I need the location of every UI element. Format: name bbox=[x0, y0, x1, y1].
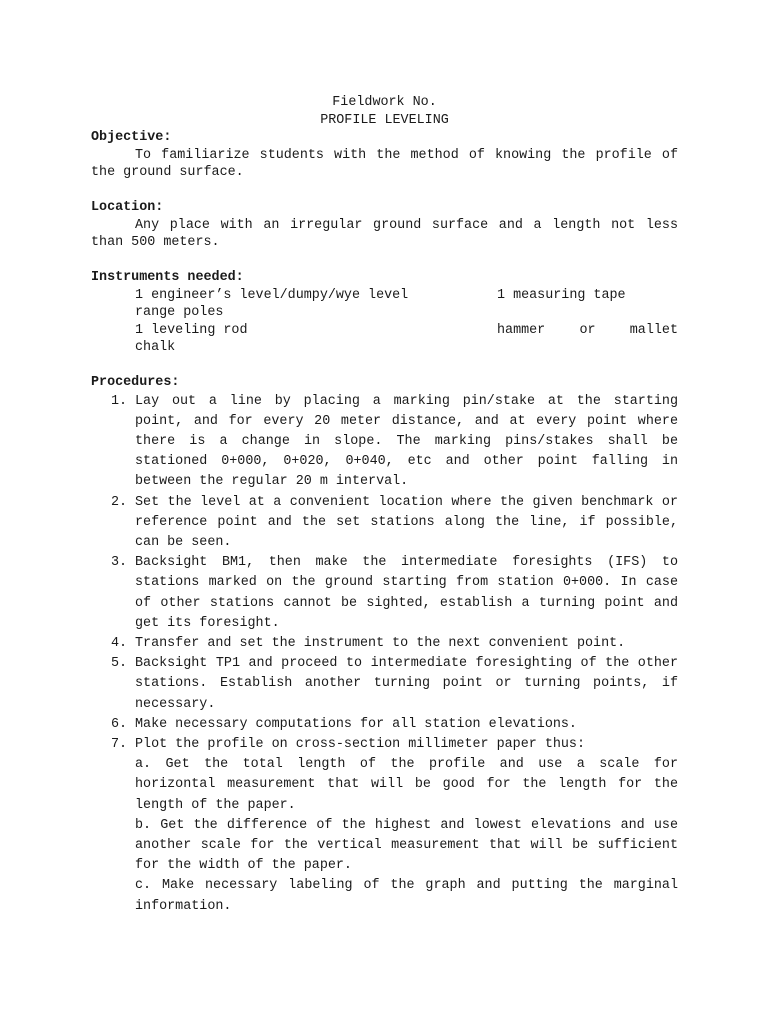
procedure-subitem: a. Get the total length of the profile and use a scale for horizontal measurement that will be good for the length for the length of the paper. bbox=[135, 757, 678, 813]
instrument-item: 1 leveling rod bbox=[135, 322, 248, 338]
instrument-item: chalk bbox=[135, 340, 176, 355]
location-text: Any place with an irregular ground surface and a length not less than 500 meters. bbox=[91, 217, 678, 250]
instrument-word: hammer bbox=[497, 322, 546, 338]
document-page bbox=[91, 94, 678, 917]
procedure-text: Transfer and set the instrument to the next convenient point. bbox=[135, 635, 626, 651]
procedure-number: 2. bbox=[111, 494, 128, 510]
procedure-text: Plot the profile on cross-section millimeter paper thus: bbox=[135, 736, 585, 752]
procedure-text: Lay out a line by placing a marking pin/stake at the starting point, and for every 20 meter distance, and at every point where there is a change in slope. The marking pins/stakes shall be stationed 0+000, 0+020, 0+040, etc and other point falling in between the regular 20 m interval. bbox=[135, 393, 678, 490]
procedure-item bbox=[91, 634, 678, 654]
procedure-number: 4. bbox=[111, 635, 128, 651]
instrument-row bbox=[91, 322, 678, 340]
procedure-item bbox=[91, 715, 678, 735]
fieldwork-title: Fieldwork No. bbox=[332, 95, 437, 110]
procedure-number: 5. bbox=[111, 656, 128, 672]
procedure-item bbox=[91, 735, 678, 917]
document-subtitle: PROFILE LEVELING bbox=[320, 112, 449, 128]
objective-text: To familiarize students with the method of knowing the profile of the ground surface. bbox=[91, 147, 678, 180]
instrument-item: 1 measuring tape bbox=[497, 287, 626, 303]
instrument-word: or bbox=[579, 322, 596, 338]
spacer bbox=[91, 182, 678, 200]
instruments-heading: Instruments needed: bbox=[91, 270, 244, 285]
procedures-heading: Procedures: bbox=[91, 375, 180, 390]
spacer bbox=[91, 252, 678, 270]
instrument-item: 1 engineer’s level/dumpy/wye level bbox=[135, 287, 409, 303]
procedure-subitem: c. Make necessary labeling of the graph and putting the marginal information. bbox=[135, 878, 678, 914]
procedures-list bbox=[91, 392, 678, 917]
instrument-word: mallet bbox=[629, 322, 678, 338]
instrument-item: range poles bbox=[135, 305, 224, 320]
procedure-item bbox=[91, 392, 678, 493]
procedure-number: 3. bbox=[111, 555, 128, 571]
procedure-text: Set the level at a convenient location where the given benchmark or reference point and the set stations along the line, if possible, can be seen. bbox=[135, 494, 678, 550]
spacer bbox=[91, 357, 678, 375]
instrument-row bbox=[91, 287, 678, 305]
procedure-item bbox=[91, 654, 678, 715]
procedure-item bbox=[91, 493, 678, 554]
location-heading: Location: bbox=[91, 200, 164, 215]
instrument-item bbox=[497, 322, 678, 340]
procedure-number: 1. bbox=[111, 393, 128, 409]
procedure-text: Backsight TP1 and proceed to intermediate foresighting of the other stations. Establish another turning point or turning points, if necessary. bbox=[135, 656, 678, 712]
procedure-number: 6. bbox=[111, 716, 128, 732]
procedure-text: Backsight BM1, then make the intermediate foresights (IFS) to stations marked on the ground starting from station 0+000. In case of other stations cannot be sighted, establish a turning point and get its foresight. bbox=[135, 555, 678, 631]
procedure-number: 7. bbox=[111, 736, 128, 752]
objective-heading: Objective: bbox=[91, 130, 172, 145]
procedure-subitem: b. Get the difference of the highest and lowest elevations and use another scale for the vertical measurement that will be sufficient for the width of the paper. bbox=[135, 817, 678, 874]
procedure-text: Make necessary computations for all station elevations. bbox=[135, 716, 577, 732]
procedure-item bbox=[91, 553, 678, 634]
